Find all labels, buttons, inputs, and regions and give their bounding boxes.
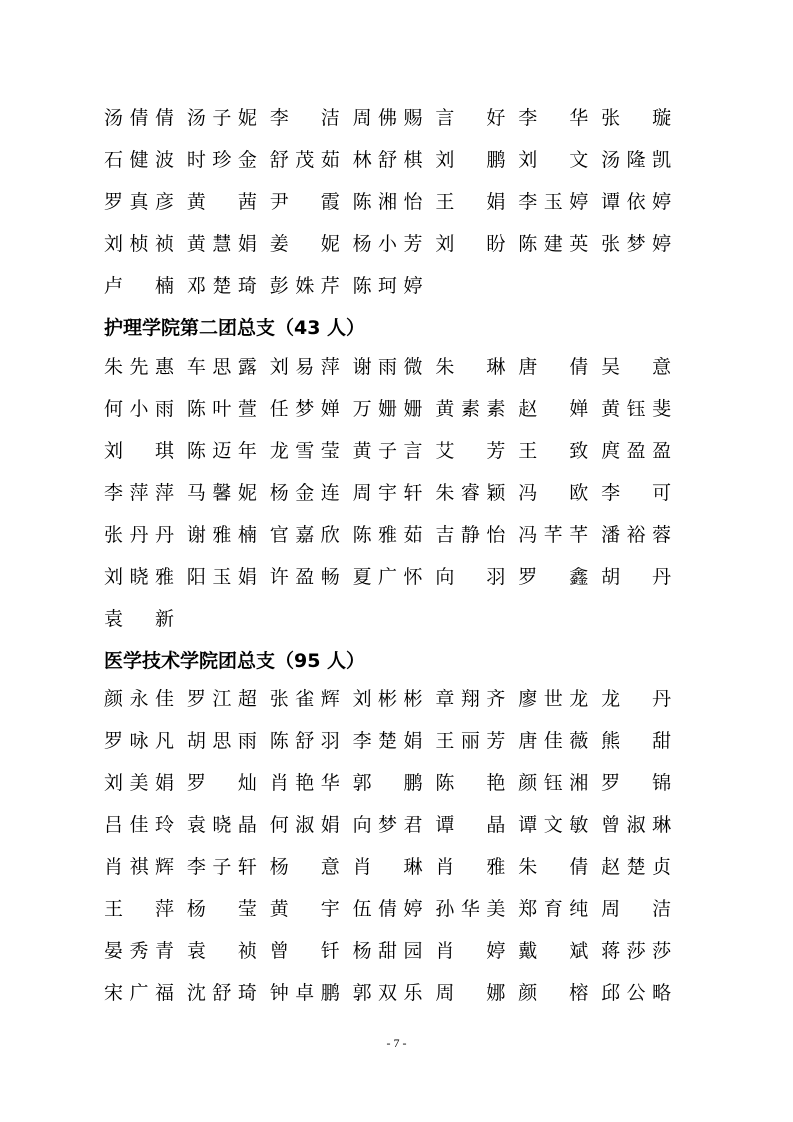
section-heading-medical-tech: 医学技术学院团总支（95 人）: [104, 650, 366, 672]
name-list-group-2: [104, 346, 684, 640]
person-name: 艾 芳: [435, 440, 506, 462]
person-name: 赵 婵: [518, 398, 589, 420]
person-name: 杨金连: [269, 482, 340, 504]
person-name: 陈迈年: [186, 440, 257, 462]
person-name: 颜钰湘: [518, 772, 589, 794]
person-name: 赵楚贞: [601, 856, 672, 878]
person-name: 朱睿颖: [435, 482, 506, 504]
person-name: 曾 钎: [269, 940, 340, 962]
person-name: 肖 婷: [435, 940, 506, 962]
person-name: 向 羽: [435, 566, 506, 588]
person-name: 颜 榕: [518, 982, 589, 1004]
person-name: 刘彬彬: [352, 688, 423, 710]
person-name: 庹盈盈: [601, 440, 672, 462]
person-name: 周 娜: [435, 982, 506, 1004]
person-name: 郭双乐: [352, 982, 423, 1004]
person-name: 王 萍: [104, 898, 174, 920]
person-name: 肖艳华: [269, 772, 340, 794]
page-number: - 7 -: [386, 1036, 407, 1050]
person-name: 王 娟: [435, 191, 506, 213]
name-row: [104, 430, 684, 472]
person-name: 肖 琳: [352, 856, 423, 878]
person-name: 张雀辉: [269, 688, 340, 710]
person-name: 张 璇: [601, 107, 672, 129]
person-name: 舒茂茹: [269, 149, 340, 171]
name-row: [104, 720, 684, 762]
person-name: 曾淑琳: [601, 814, 672, 836]
person-name: 言 好: [435, 107, 506, 129]
person-name: 沈舒琦: [186, 982, 257, 1004]
name-row: [104, 762, 684, 804]
person-name: 潘裕蓉: [601, 524, 672, 546]
person-name: 吕佳玲: [104, 814, 174, 836]
name-row: [104, 388, 684, 430]
name-row: [104, 265, 684, 307]
person-name: 胡思雨: [186, 730, 257, 752]
person-name: 黄钰斐: [601, 398, 672, 420]
person-name: 刘 盼: [435, 233, 506, 255]
person-name: 冯芊芊: [518, 524, 589, 546]
person-name: 宋广福: [104, 982, 174, 1004]
name-row: [104, 472, 684, 514]
person-name: 周 洁: [601, 898, 672, 920]
person-name: 尹 霞: [269, 191, 340, 213]
person-name: 罗 锦: [601, 772, 672, 794]
person-name: 刘 鹏: [435, 149, 506, 171]
person-name: 汤隆凯: [601, 149, 672, 171]
person-name: 阳玉娟: [186, 566, 257, 588]
person-name: 李 可: [601, 482, 672, 504]
person-name: 杨 意: [269, 856, 340, 878]
person-name: 陈湘怡: [352, 191, 423, 213]
person-name: 罗真彦: [104, 191, 174, 213]
person-name: 陈叶萱: [186, 398, 257, 420]
person-name: 车思露: [186, 356, 257, 378]
person-name: 何小雨: [104, 398, 174, 420]
person-name: 杨 莹: [186, 898, 257, 920]
name-row: [104, 97, 684, 139]
person-name: 刘晓雅: [104, 566, 174, 588]
person-name: 朱 倩: [518, 856, 589, 878]
person-name: 颜永佳: [104, 688, 174, 710]
person-name: 唐 倩: [518, 356, 589, 378]
person-name: 吴 意: [601, 356, 672, 378]
person-name: 谭依婷: [601, 191, 672, 213]
name-row: [104, 972, 684, 1014]
person-name: 胡 丹: [601, 566, 672, 588]
name-row: [104, 846, 684, 888]
person-name: 向梦君: [352, 814, 423, 836]
person-name: 石健波: [104, 149, 174, 171]
name-row: [104, 181, 684, 223]
person-name: 廖世龙: [518, 688, 589, 710]
person-name: 罗 鑫: [518, 566, 589, 588]
person-name: 万姗姗: [352, 398, 423, 420]
person-name: 夏广怀: [352, 566, 423, 588]
person-name: 刘桢祯: [104, 233, 174, 255]
person-name: 袁晓晶: [186, 814, 257, 836]
name-row: [104, 139, 684, 181]
person-name: 林舒棋: [352, 149, 423, 171]
person-name: 许盈畅: [269, 566, 340, 588]
section-heading-nursing-2: 护理学院第二团总支（43 人）: [104, 317, 366, 339]
person-name: 汤倩倩: [104, 107, 174, 129]
person-name: 刘 琪: [104, 440, 174, 462]
person-name: 邓楚琦: [186, 275, 257, 297]
person-name: 龙雪莹: [269, 440, 340, 462]
person-name: 刘易萍: [269, 356, 340, 378]
person-name: 罗 灿: [186, 772, 257, 794]
person-name: 张梦婷: [601, 233, 672, 255]
person-name: 朱 琳: [435, 356, 506, 378]
person-name: 朱先惠: [104, 356, 174, 378]
person-name: 黄子言: [352, 440, 423, 462]
person-name: 陈建英: [518, 233, 589, 255]
person-name: 晏秀青: [104, 940, 174, 962]
person-name: 王丽芳: [435, 730, 506, 752]
person-name: 陈 艳: [435, 772, 506, 794]
person-name: 黄素素: [435, 398, 506, 420]
person-name: 陈舒羽: [269, 730, 340, 752]
person-name: 袁 祯: [186, 940, 257, 962]
person-name: 李 华: [518, 107, 589, 129]
name-list-group-3: [104, 678, 684, 1014]
person-name: 黄 宇: [269, 898, 340, 920]
person-name: 马馨妮: [186, 482, 257, 504]
person-name: 龙 丹: [601, 688, 672, 710]
person-name: 唐佳薇: [518, 730, 589, 752]
person-name: 肖祺辉: [104, 856, 174, 878]
person-name: 郭 鹏: [352, 772, 423, 794]
person-name: 罗江超: [186, 688, 257, 710]
person-name: 邱公略: [601, 982, 672, 1004]
person-name: 汤子妮: [186, 107, 257, 129]
name-row: [104, 804, 684, 846]
person-name: 李楚娟: [352, 730, 423, 752]
person-name: 陈珂婷: [352, 275, 423, 297]
person-name: 谢雨微: [352, 356, 423, 378]
name-row: [104, 678, 684, 720]
person-name: 肖 雅: [435, 856, 506, 878]
person-name: 钟卓鹏: [269, 982, 340, 1004]
person-name: 彭姝芹: [269, 275, 340, 297]
person-name: 杨小芳: [352, 233, 423, 255]
person-name: 冯 欧: [518, 482, 589, 504]
person-name: 陈雅茹: [352, 524, 423, 546]
person-name: 吉静怡: [435, 524, 506, 546]
person-name: 李萍萍: [104, 482, 174, 504]
person-name: 谭 晶: [435, 814, 506, 836]
name-row: [104, 556, 684, 598]
person-name: 张丹丹: [104, 524, 174, 546]
name-row: [104, 514, 684, 556]
person-name: 刘美娟: [104, 772, 174, 794]
name-list-group-1: [104, 97, 684, 307]
name-row: [104, 930, 684, 972]
person-name: 熊 甜: [601, 730, 672, 752]
person-name: 郑育纯: [518, 898, 589, 920]
person-name: 李玉婷: [518, 191, 589, 213]
name-row: [104, 888, 684, 930]
person-name: 戴 斌: [518, 940, 589, 962]
person-name: 周宇轩: [352, 482, 423, 504]
person-name: 罗咏凡: [104, 730, 174, 752]
person-name: 刘 文: [518, 149, 589, 171]
person-name: 杨甜园: [352, 940, 423, 962]
person-name: 卢 楠: [104, 275, 174, 297]
person-name: 王 致: [518, 440, 589, 462]
person-name: 黄 茜: [186, 191, 257, 213]
person-name: 谢雅楠: [186, 524, 257, 546]
person-name: 何淑娟: [269, 814, 340, 836]
person-name: 李 洁: [269, 107, 340, 129]
person-name: 孙华美: [435, 898, 506, 920]
person-name: 蒋莎莎: [601, 940, 672, 962]
name-row: [104, 346, 684, 388]
person-name: 伍倩婷: [352, 898, 423, 920]
person-name: 官嘉欣: [269, 524, 340, 546]
person-name: 黄慧娟: [186, 233, 257, 255]
name-row: [104, 223, 684, 265]
person-name: 袁 新: [104, 608, 174, 630]
person-name: 章翔齐: [435, 688, 506, 710]
person-name: 任梦婵: [269, 398, 340, 420]
name-row: [104, 598, 684, 640]
person-name: 时珍金: [186, 149, 257, 171]
person-name: 姜 妮: [269, 233, 340, 255]
person-name: 周佛赐: [352, 107, 423, 129]
person-name: 谭文敏: [518, 814, 589, 836]
person-name: 李子轩: [186, 856, 257, 878]
